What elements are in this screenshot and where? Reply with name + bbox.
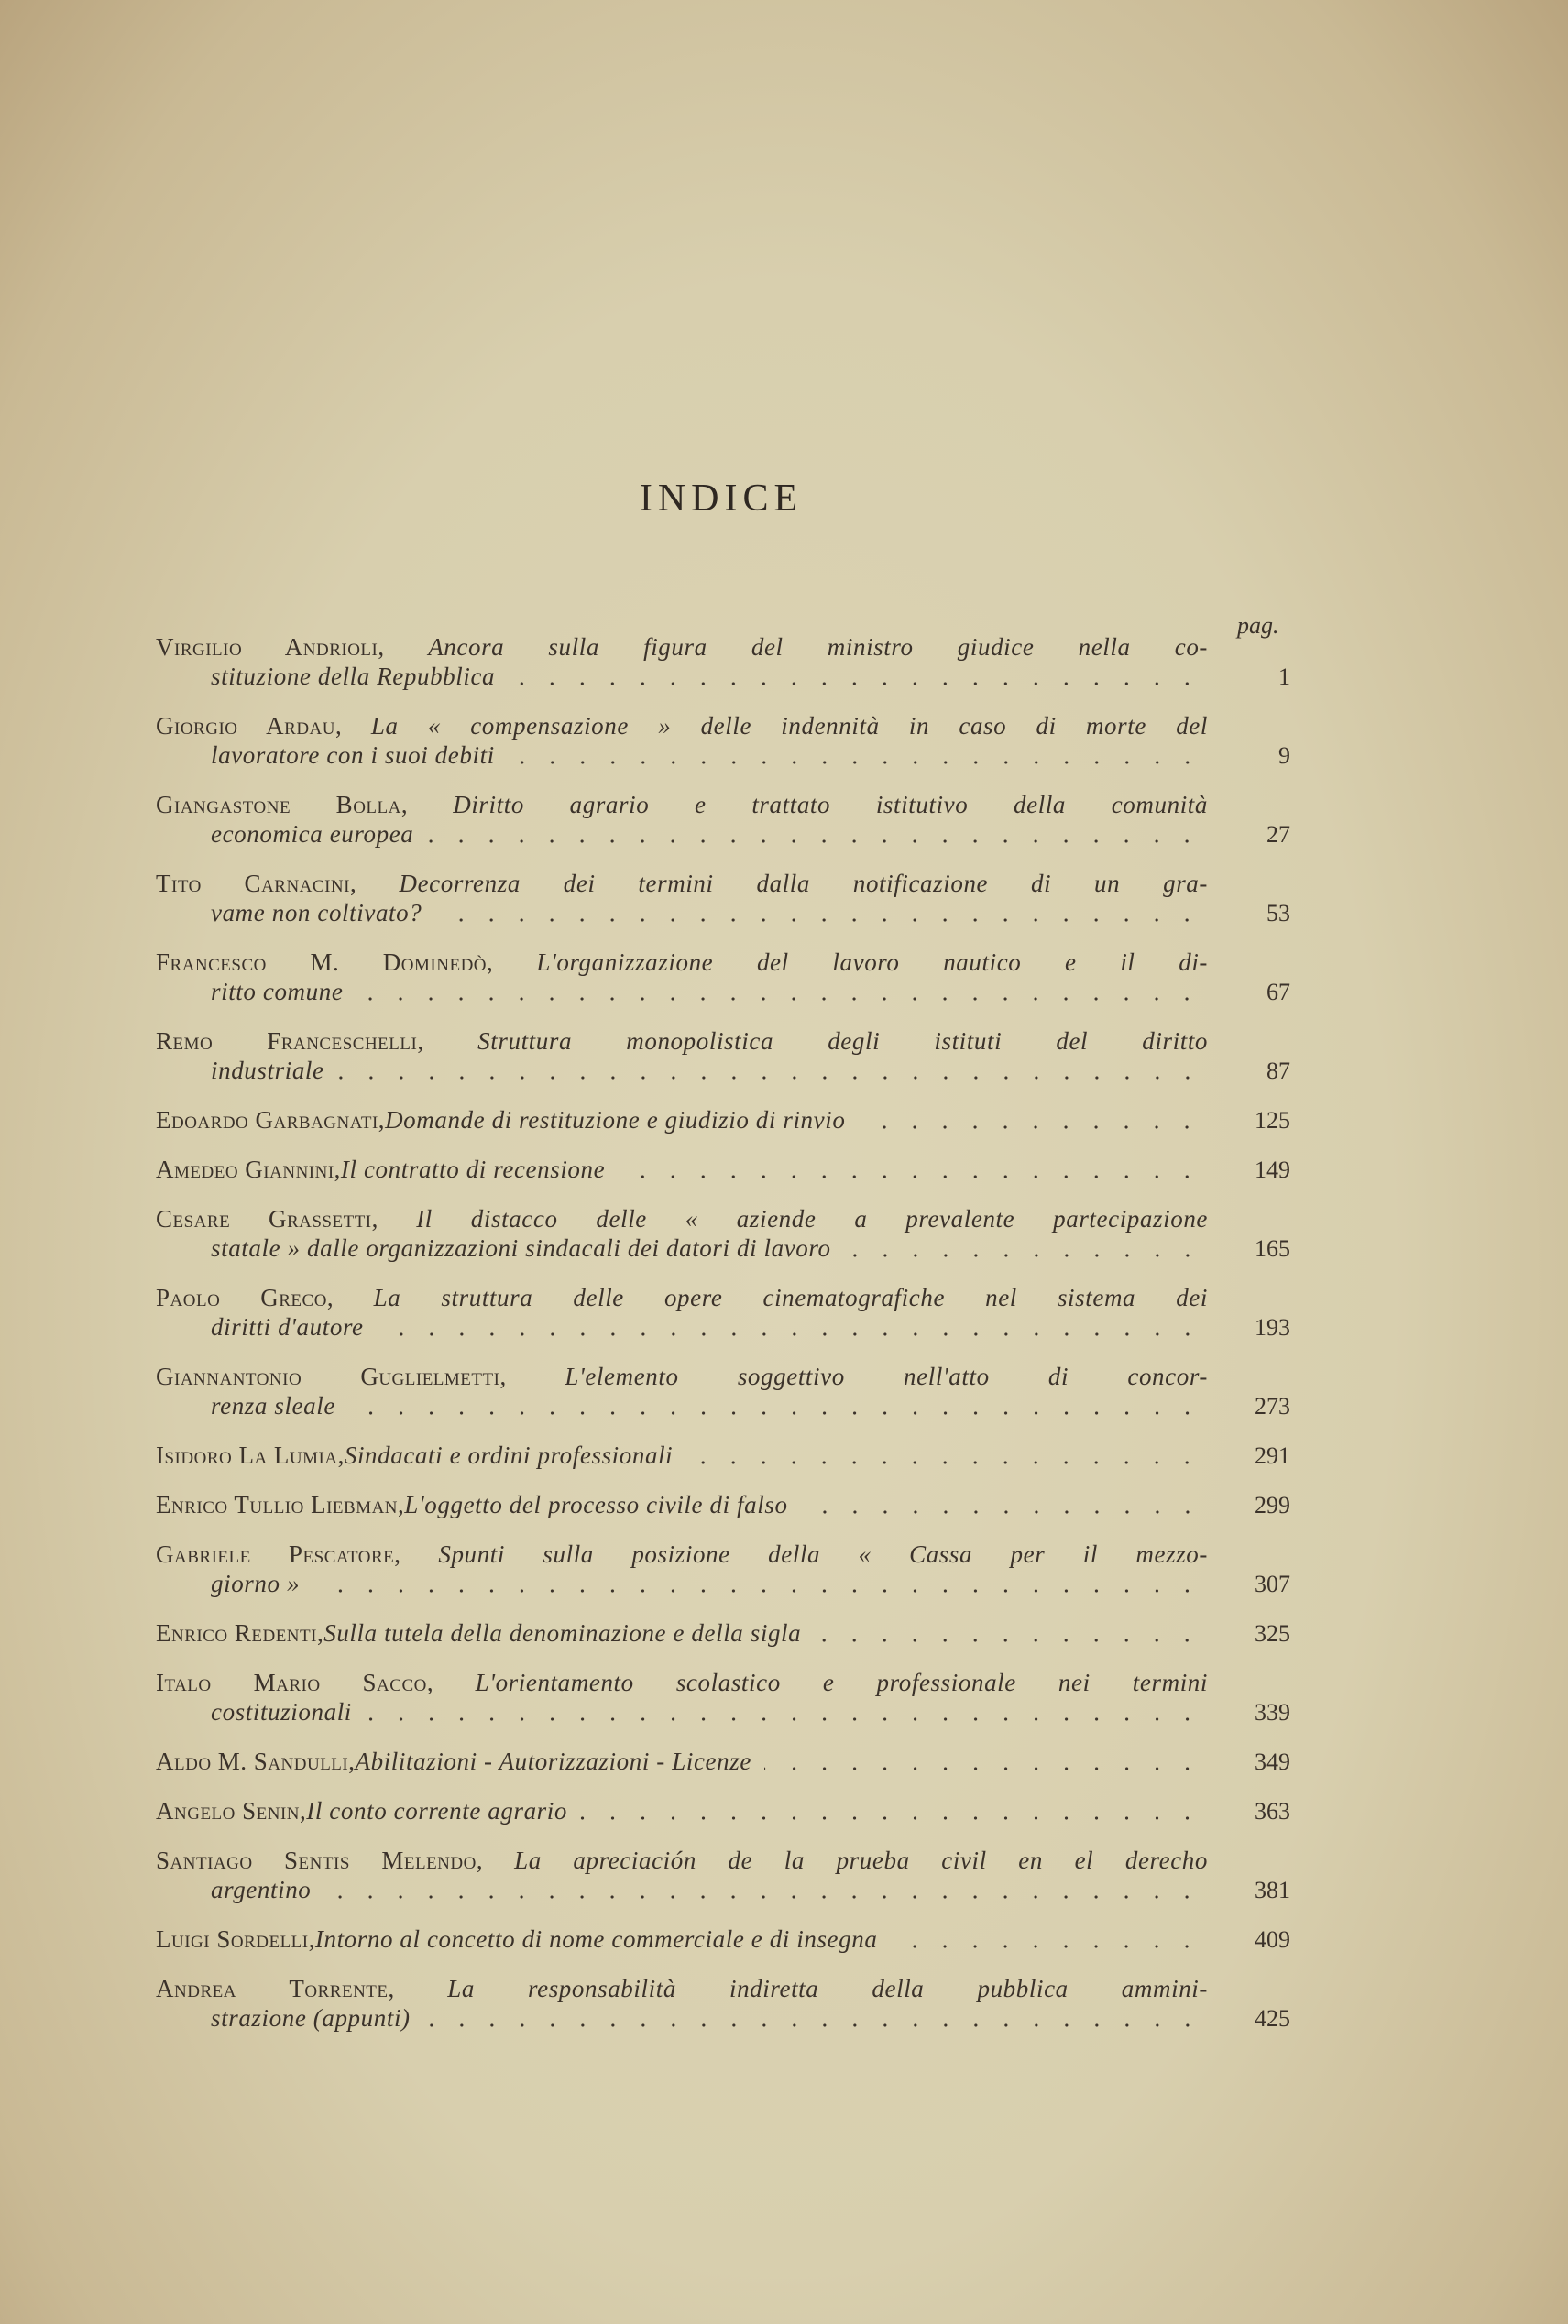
dot-leader	[890, 1944, 1202, 1949]
toc-entry[interactable]	[156, 1441, 1290, 1470]
toc-entry[interactable]	[156, 1924, 1290, 1954]
entry-heading	[156, 1204, 1208, 1233]
entry-page-number: 125	[1255, 1107, 1290, 1134]
entry-title-continued: vame non coltivato?	[211, 899, 422, 926]
entry-page-number: 149	[1255, 1157, 1290, 1183]
entry-page-number: 27	[1266, 821, 1290, 848]
entry-page-number: 1	[1278, 663, 1290, 690]
entry-heading	[156, 1490, 788, 1519]
entry-heading	[156, 1924, 877, 1954]
entry-heading	[156, 1362, 1208, 1391]
entry-first-line	[156, 948, 1290, 977]
entry-second-line	[156, 977, 1290, 1006]
entry-title-continued: diritti d'autore	[211, 1313, 364, 1341]
entry-title-continued: economica europea	[211, 820, 414, 848]
dot-leader	[377, 1332, 1202, 1337]
entry-title-continued: industriale	[211, 1057, 324, 1084]
entry-author: Gabriele Pescatore,	[156, 1540, 401, 1568]
entry-title: Decorrenza dei termini dalla notificazione di un gra-	[399, 870, 1208, 897]
entry-second-line	[156, 898, 1290, 927]
toc-entry[interactable]	[156, 1747, 1290, 1776]
entry-heading	[156, 1026, 1208, 1056]
entry-page-number: 325	[1255, 1620, 1290, 1647]
entry-first-line	[156, 1924, 1290, 1954]
entry-author: Isidoro La Lumia,	[156, 1442, 345, 1469]
entry-author: Enrico Redenti,	[156, 1619, 324, 1647]
entry-page-number: 165	[1255, 1235, 1290, 1262]
dot-leader	[858, 1124, 1202, 1130]
entry-author: Francesco M. Dominedò,	[156, 948, 494, 976]
entry-title: Domande di restituzione e giudizio di rinvio	[385, 1106, 846, 1134]
entry-title: L'oggetto del processo civile di falso	[404, 1491, 788, 1518]
entry-second-line	[156, 1875, 1290, 1904]
entry-author: Giannantonio Guglielmetti,	[156, 1363, 507, 1390]
entry-page-number: 193	[1255, 1314, 1290, 1341]
entry-title: Il conto corrente agrario	[306, 1797, 567, 1825]
entry-first-line	[156, 1155, 1290, 1184]
entry-title-continued: strazione (appunti)	[211, 2004, 411, 2032]
entry-title: Ancora sulla figura del ministro giudice nella co-	[428, 633, 1209, 661]
toc-entry[interactable]	[156, 948, 1290, 1006]
dot-leader	[434, 917, 1202, 923]
dot-leader	[508, 681, 1202, 686]
toc-entry[interactable]	[156, 1204, 1290, 1263]
toc-entry[interactable]	[156, 1283, 1290, 1342]
entry-author: Italo Mario Sacco,	[156, 1669, 434, 1696]
entry-first-line	[156, 1668, 1290, 1697]
toc-entry[interactable]	[156, 711, 1290, 770]
toc-entry[interactable]	[156, 869, 1290, 927]
entry-author: Tito Carnacini,	[156, 870, 357, 897]
dot-leader	[313, 1588, 1202, 1594]
toc-entry[interactable]	[156, 1362, 1290, 1420]
dot-leader	[801, 1509, 1202, 1515]
entry-first-line	[156, 1796, 1290, 1825]
entry-title: L'orientamento scolastico e professionale nei termini	[475, 1669, 1208, 1696]
entry-first-line	[156, 1747, 1290, 1776]
entry-title-continued: statale » dalle organizzazioni sindacali dei datori di lavoro	[211, 1234, 831, 1262]
entry-first-line	[156, 1204, 1290, 1233]
dot-leader	[508, 760, 1202, 765]
entry-heading	[156, 1618, 801, 1648]
entry-heading	[156, 1283, 1208, 1312]
entry-page-number: 349	[1255, 1748, 1290, 1775]
dot-leader	[814, 1638, 1202, 1643]
entry-author: Virgilio Andrioli,	[156, 633, 385, 661]
entry-heading	[156, 790, 1208, 819]
dot-leader	[348, 1410, 1202, 1416]
entry-title-continued: costituzionali	[211, 1698, 352, 1726]
entry-title-continued: lavoratore con i suoi debiti	[211, 741, 495, 769]
entry-title: Struttura monopolistica degli istituti del diritto	[477, 1027, 1209, 1055]
entry-title-continued: argentino	[211, 1876, 312, 1903]
entry-page-number: 381	[1255, 1877, 1290, 1903]
entry-author: Cesare Grassetti,	[156, 1205, 378, 1233]
entry-page-number: 291	[1255, 1442, 1290, 1469]
entry-second-line	[156, 1312, 1290, 1342]
entry-first-line	[156, 1283, 1290, 1312]
entry-heading	[156, 948, 1208, 977]
entry-first-line	[156, 1441, 1290, 1470]
entry-heading	[156, 1155, 605, 1184]
toc-entry[interactable]	[156, 1105, 1290, 1135]
dot-leader	[356, 996, 1202, 1002]
dot-leader	[618, 1174, 1202, 1179]
entry-first-line	[156, 1974, 1290, 2003]
entry-page-number: 299	[1255, 1492, 1290, 1518]
entry-first-line	[156, 1362, 1290, 1391]
entry-first-line	[156, 711, 1290, 740]
entry-author: Giorgio Ardau,	[156, 712, 343, 740]
entry-author: Giangastone Bolla,	[156, 791, 409, 818]
entry-page-number: 273	[1255, 1393, 1290, 1420]
toc-entry[interactable]	[156, 1540, 1290, 1598]
entry-author: Santiago Sentis Melendo,	[156, 1847, 484, 1874]
toc-entry[interactable]	[156, 1974, 1290, 2033]
entry-title-continued: ritto comune	[211, 978, 344, 1005]
entry-heading	[156, 1974, 1208, 2003]
entry-title: L'elemento soggettivo nell'atto di concor-	[565, 1363, 1208, 1390]
toc-entry[interactable]	[156, 1846, 1290, 1904]
entry-author: Edoardo Garbagnati,	[156, 1106, 386, 1134]
entry-title: Diritto agrario e trattato istitutivo della comunità	[453, 791, 1209, 818]
toc-entry[interactable]	[156, 1618, 1290, 1648]
entry-heading	[156, 869, 1208, 898]
toc-entry[interactable]	[156, 1490, 1290, 1519]
entry-second-line	[156, 740, 1290, 770]
entry-first-line	[156, 1026, 1290, 1056]
entry-title: Il contratto di recensione	[340, 1156, 606, 1183]
entry-second-line	[156, 2003, 1290, 2033]
toc-entry[interactable]	[156, 1668, 1290, 1727]
entry-heading	[156, 1846, 1208, 1875]
entry-title: Sindacati e ordini professionali	[344, 1442, 674, 1469]
page-title: INDICE	[639, 477, 804, 520]
entry-second-line	[156, 819, 1290, 849]
entry-page-number: 363	[1255, 1798, 1290, 1825]
entry-first-line	[156, 869, 1290, 898]
entry-second-line	[156, 1569, 1290, 1598]
entry-heading	[156, 1441, 673, 1470]
entry-first-line	[156, 1490, 1290, 1519]
entry-title-continued: stituzione della Repubblica	[211, 663, 496, 690]
entry-author: Aldo M. Sandulli,	[156, 1748, 356, 1775]
entry-second-line	[156, 662, 1290, 691]
entry-author: Angelo Senin,	[156, 1797, 307, 1825]
entry-page-number: 9	[1278, 742, 1290, 769]
entry-title: La struttura delle opere cinematografiche nel sistema dei	[373, 1284, 1208, 1311]
toc-entry[interactable]	[156, 790, 1290, 849]
dot-leader	[685, 1460, 1202, 1465]
entry-author: Luigi Sordelli,	[156, 1925, 315, 1953]
entry-heading	[156, 711, 1208, 740]
entry-first-line	[156, 790, 1290, 819]
entry-page-number: 53	[1266, 900, 1290, 926]
entry-title: La apreciación de la prueba civil en el derecho	[514, 1847, 1208, 1874]
entry-author: Amedeo Giannini,	[156, 1156, 341, 1183]
entry-heading	[156, 1540, 1208, 1569]
entry-first-line	[156, 1540, 1290, 1569]
toc-entry[interactable]	[156, 632, 1290, 691]
entry-heading	[156, 1747, 751, 1776]
entry-heading	[156, 1105, 845, 1135]
entry-title: L'organizzazione del lavoro nautico e il di-	[536, 948, 1209, 976]
dot-leader	[365, 1716, 1202, 1722]
entry-first-line	[156, 1105, 1290, 1135]
dot-leader	[580, 1815, 1202, 1821]
entry-first-line	[156, 1846, 1290, 1875]
entry-page-number: 425	[1255, 2005, 1290, 2032]
entry-title: Spunti sulla posizione della « Cassa per il mezzo-	[438, 1540, 1208, 1568]
toc-entry[interactable]	[156, 1796, 1290, 1825]
entry-heading	[156, 1668, 1208, 1697]
dot-leader	[337, 1075, 1202, 1080]
entry-page-number: 339	[1255, 1699, 1290, 1726]
entry-heading	[156, 632, 1208, 662]
entry-title: Il distacco delle « aziende a prevalente partecipazione	[416, 1205, 1209, 1233]
entry-first-line	[156, 632, 1290, 662]
toc-entry[interactable]	[156, 1155, 1290, 1184]
entry-page-number: 87	[1266, 1058, 1290, 1084]
entry-author: Paolo Greco,	[156, 1284, 334, 1311]
entry-title: Abilitazioni - Autorizzazioni - Licenze	[355, 1748, 751, 1775]
entry-author: Remo Franceschelli,	[156, 1027, 424, 1055]
entry-first-line	[156, 1618, 1290, 1648]
dot-leader	[426, 839, 1202, 844]
dot-leader	[844, 1253, 1202, 1258]
entry-second-line	[156, 1056, 1290, 1085]
entry-title-continued: giorno »	[211, 1570, 301, 1597]
toc-entry[interactable]	[156, 1026, 1290, 1085]
entry-title: La responsabilità indiretta della pubblica ammini-	[447, 1975, 1208, 2002]
entry-title: Intorno al concetto di nome commerciale e di insegna	[314, 1925, 878, 1953]
entry-heading	[156, 1796, 567, 1825]
entry-second-line	[156, 1697, 1290, 1727]
page-column-label: pag.	[1237, 612, 1279, 639]
entry-page-number: 67	[1266, 979, 1290, 1005]
entry-second-line	[156, 1233, 1290, 1263]
entry-page-number: 409	[1255, 1926, 1290, 1953]
entry-author: Enrico Tullio Liebman,	[156, 1491, 405, 1518]
entry-second-line	[156, 1391, 1290, 1420]
entry-page-number: 307	[1255, 1571, 1290, 1597]
table-of-contents	[156, 632, 1290, 2053]
entry-title: Sulla tutela della denominazione e della sigla	[323, 1619, 802, 1647]
dot-leader	[323, 1894, 1202, 1900]
dot-leader	[764, 1766, 1202, 1771]
entry-title: La « compensazione » delle indennità in caso di morte del	[370, 712, 1208, 740]
entry-title-continued: renza sleale	[211, 1392, 335, 1420]
dot-leader	[423, 2023, 1202, 2028]
entry-author: Andrea Torrente,	[156, 1975, 395, 2002]
